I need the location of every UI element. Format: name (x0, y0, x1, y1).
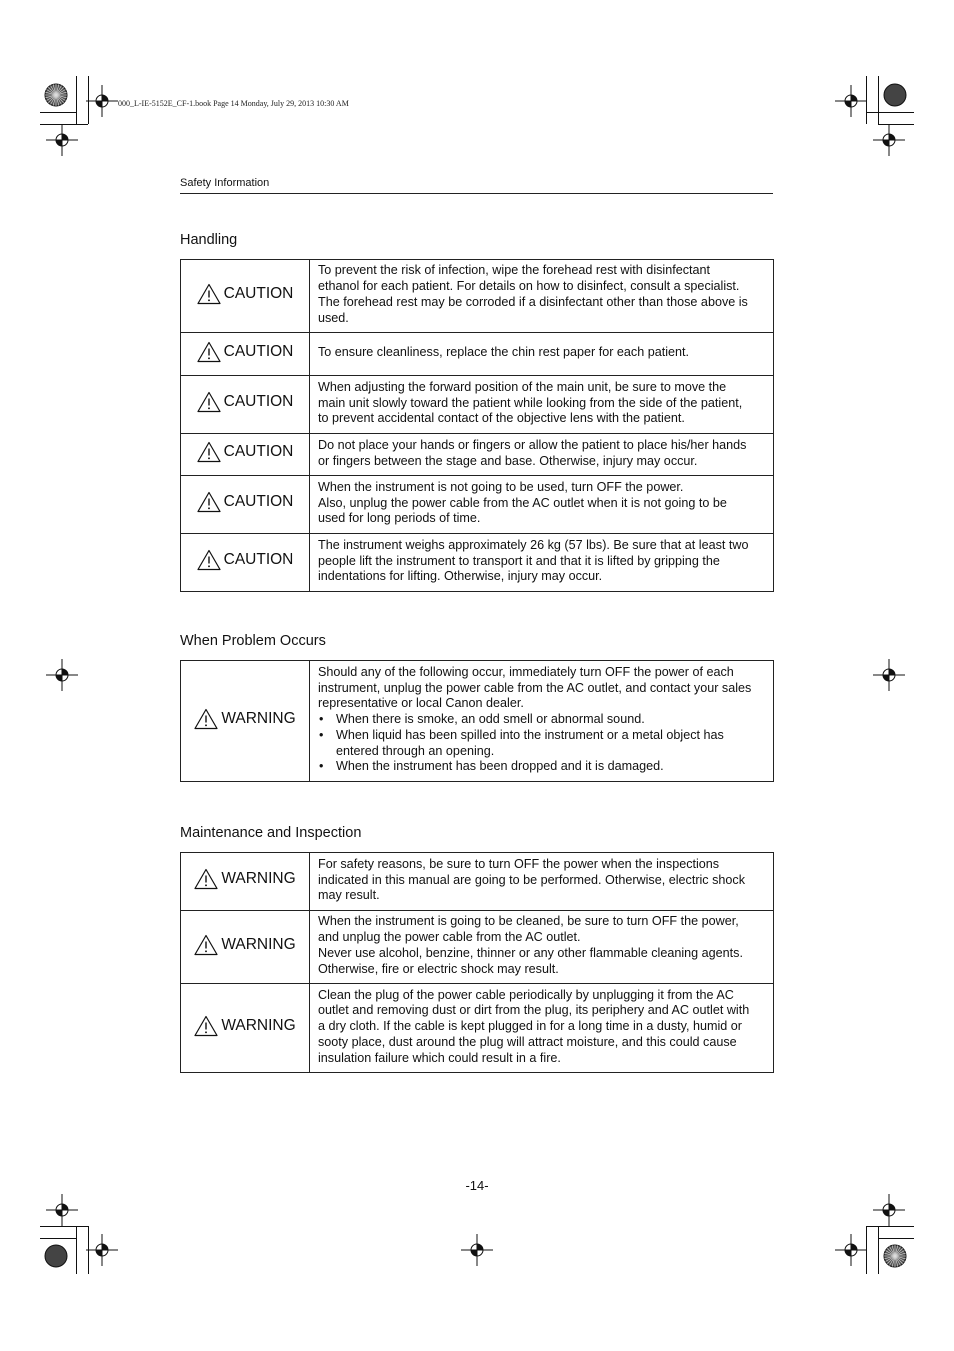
message-line: When adjusting the forward position of the main unit, be sure to move the (318, 379, 727, 394)
message-line: Also, unplug the power cable from the AC outlet when it is not going to be (318, 495, 727, 510)
crop-mark (866, 76, 867, 124)
message-cell (310, 984, 774, 1073)
table-row (181, 434, 774, 476)
bullet-line: entered through an opening. (336, 743, 495, 758)
table-row (181, 661, 774, 782)
message-cell (310, 661, 774, 782)
list-item (318, 728, 765, 760)
warning-triangle-icon (197, 549, 221, 571)
color-target-icon (44, 1244, 68, 1273)
message-cell (310, 853, 774, 911)
table-row (181, 376, 774, 434)
warning-triangle-icon (197, 341, 221, 363)
level-cell (181, 260, 310, 333)
registration-mark-icon (873, 124, 905, 161)
message-line: used for long periods of time. (318, 511, 481, 526)
crop-mark (76, 1226, 77, 1274)
level-cell (181, 434, 310, 476)
crop-mark (878, 1238, 914, 1239)
crop-mark (878, 1226, 879, 1274)
message-line: Otherwise, fire or electric shock may result. (318, 961, 559, 976)
message-cell (310, 476, 774, 534)
color-target-icon (44, 83, 68, 112)
level-label: CAUTION (223, 443, 294, 461)
message-line: indentations for lifting. Otherwise, injury may occur. (318, 569, 603, 584)
crop-mark (76, 76, 77, 124)
table-row (181, 534, 774, 592)
level-cell (181, 853, 310, 911)
registration-mark-icon (835, 85, 867, 122)
table-row (181, 911, 774, 984)
level-label: CAUTION (223, 342, 294, 360)
message-line: representative or local Canon dealer. (318, 696, 524, 711)
table-row (181, 984, 774, 1073)
crop-mark (866, 1226, 867, 1274)
warning-triangle-icon (194, 708, 218, 730)
handling-table (180, 259, 774, 592)
message-cell (310, 333, 774, 376)
message-line: sooty place, dust around the plug will attract moisture, and this could cause (318, 1034, 737, 1049)
registration-mark-icon (86, 85, 118, 122)
warning-triangle-icon (194, 934, 218, 956)
warning-triangle-icon (197, 391, 221, 413)
level-cell (181, 984, 310, 1073)
message-line: people lift the instrument to transport it and that it is lifted by gripping the (318, 553, 720, 568)
warning-triangle-icon (197, 441, 221, 463)
crop-mark (40, 112, 76, 113)
message-line: to prevent accidental contact of the objective lens with the patient. (318, 411, 685, 426)
warning-triangle-icon (194, 1015, 218, 1037)
list-item (318, 759, 765, 775)
registration-mark-icon (461, 1234, 493, 1271)
running-header: Safety Information (180, 177, 270, 189)
warning-triangle-icon (197, 283, 221, 305)
message-line: Never use alcohol, benzine, thinner or any other flammable cleaning agents. (318, 946, 743, 960)
list-item (318, 712, 765, 728)
message-line: main unit slowly toward the patient while looking from the side of the patient, (318, 395, 743, 410)
registration-mark-icon (46, 124, 78, 161)
crop-mark (878, 76, 879, 124)
registration-mark-icon (835, 1234, 867, 1271)
level-cell (181, 911, 310, 984)
bullet-line: • When there is smoke, an odd smell or abnormal sound. (336, 712, 645, 727)
message-line: Should any of the following occur, immediately turn OFF the power of each (318, 664, 734, 679)
crop-mark (88, 1226, 89, 1274)
message-cell (310, 911, 774, 984)
level-cell (181, 376, 310, 434)
message-cell (310, 534, 774, 592)
maintenance-table (180, 852, 774, 1073)
message-line: For safety reasons, be sure to turn OFF the power when the inspections (318, 856, 720, 871)
message-cell (310, 260, 774, 333)
message-line: To ensure cleanliness, replace the chin rest paper for each patient. (318, 345, 690, 360)
message-line: and unplug the power cable from the AC outlet. (318, 930, 581, 945)
problem-table (180, 660, 774, 782)
message-line: To prevent the risk of infection, wipe the forehead rest with disinfectant (318, 263, 711, 278)
message-line: indicated in this manual are going to be performed. Otherwise, electric shock (318, 872, 746, 887)
table-row (181, 476, 774, 534)
level-label: WARNING (221, 1016, 296, 1034)
crop-mark (866, 112, 914, 113)
level-label: CAUTION (223, 393, 294, 411)
level-label: WARNING (221, 935, 296, 953)
message-line: The forehead rest may be corroded if a disinfectant other than those above is (318, 295, 748, 309)
crop-mark (88, 76, 89, 124)
message-line: When the instrument is not going to be used, turn OFF the power. (318, 479, 684, 494)
color-target-icon (883, 1244, 907, 1273)
level-label: WARNING (221, 709, 296, 727)
level-label: CAUTION (223, 284, 294, 302)
message-cell (310, 434, 774, 476)
message-line: outlet and removing dust or dirt from the plug, its periphery and AC outlet with (318, 1003, 750, 1018)
crop-mark (866, 1226, 914, 1227)
message-line: ethanol for each patient. For details on how to disinfect, consult a specialist. (318, 279, 740, 294)
level-cell (181, 476, 310, 534)
message-line: used. (318, 310, 349, 325)
message-line: may result. (318, 888, 380, 903)
book-info: 000_L-IE-5152E_CF-1.book Page 14 Monday, July 29, 2013 10:30 AM (118, 99, 349, 108)
message-line: insulation failure which could result in a fire. (318, 1050, 561, 1065)
color-target-icon (883, 83, 907, 112)
warning-triangle-icon (194, 868, 218, 890)
bullet-line: • When the instrument has been dropped and it is damaged. (336, 759, 664, 774)
crop-mark (40, 1238, 76, 1239)
level-label: CAUTION (223, 551, 294, 569)
message-line: Do not place your hands or fingers or allow the patient to place his/her hands (318, 437, 747, 452)
level-cell (181, 534, 310, 592)
section-title-maintenance-and-inspection: Maintenance and Inspection (180, 825, 362, 841)
message-line: or fingers between the stage and base. Otherwise, injury may occur. (318, 453, 698, 468)
message-line: a dry cloth. If the cable is kept plugged in for a long time in a dusty, humid or (318, 1019, 742, 1034)
level-label: CAUTION (223, 493, 294, 511)
message-line: The instrument weighs approximately 26 kg (57 lbs). Be sure that at least two (318, 537, 749, 552)
message-line: instrument, unplug the power cable from the AC outlet, and contact your sales (318, 680, 752, 695)
message-cell (310, 376, 774, 434)
registration-mark-icon (46, 659, 78, 696)
level-cell (181, 661, 310, 782)
table-row (181, 260, 774, 333)
registration-mark-icon (873, 659, 905, 696)
section-title-handling: Handling (180, 232, 238, 248)
bullet-line: • When liquid has been spilled into the instrument or a metal object has (336, 727, 724, 742)
section-title-when-problem-occurs: When Problem Occurs (180, 633, 326, 649)
crop-mark (40, 1226, 88, 1227)
crop-mark (40, 124, 88, 125)
registration-mark-icon (86, 1234, 118, 1271)
message-line: Clean the plug of the power cable periodically by unplugging it from the AC (318, 987, 734, 1002)
message-line: When the instrument is going to be cleaned, be sure to turn OFF the power, (318, 914, 739, 929)
level-cell (181, 333, 310, 376)
crop-mark (878, 124, 914, 125)
page-number: -14- (465, 1178, 489, 1193)
bullet-list (318, 712, 765, 775)
header-rule (180, 193, 773, 194)
warning-triangle-icon (197, 491, 221, 513)
table-row (181, 853, 774, 911)
table-row (181, 333, 774, 376)
level-label: WARNING (221, 870, 296, 888)
